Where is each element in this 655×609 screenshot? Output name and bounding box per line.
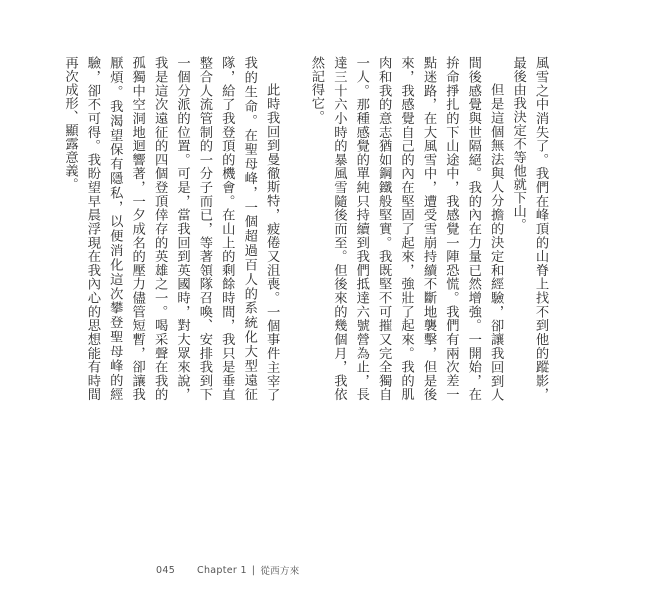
- paragraph-continued: 風雪之中消失了。我們在峰頂的山脊上找不到他的蹤影，最後由我決定不等他就下山。: [510, 56, 548, 401]
- page-number: 045: [156, 564, 176, 576]
- chapter-label: Chapter 1: [197, 564, 247, 576]
- paragraph: 此時我回到曼徹斯特，疲倦又沮喪。一個事件主宰了我的生命。在聖母峰，一個超過百人的系統化大型遠征隊，給了我登頂的機會。在山上的剩餘時間，我只是垂直整合人流管制的一分子而已，等著領隊召喚、安排我到下一個分派的位置。可是，當我回到英國時，對大眾來說，我是這次遠征的四個登頂倖存的英雄之一。喝采聲在我的孤獨中空洞地迴響著，一夕成名的壓力儘管短暫，卻讓我厭煩。我渴望保有隱私，以便消化這次攀登聖母峰的經驗，卻不可得。我盼望早晨浮現在我內心的思想能有時間再次成形、顯露意義。: [62, 56, 280, 401]
- chapter-title: 從西方來: [260, 566, 300, 577]
- page-footer: [156, 563, 300, 577]
- footer-separator: |: [251, 564, 256, 576]
- paragraph: 但是這個無法與人分擔的決定和經驗，卻讓我回到人間後感覺與世隔絕。我的內在力量已然增強。一開始，在拚命掙扎的下山途中，我感覺一陣恐慌。我們有兩次差一點迷路，在大風雪中，遭受雪崩持續不斷地襲擊，但是後來，我感覺自己的內在堅固了起來，強壯了起來。我的肌肉和我的意志猶如鋼鐵般堅實。我既堅不可摧又完全獨自一人。那種感覺的單純只持續到我們抵達六號營為止，長達三十六小時的暴風雪隨後而至。但後來的幾個月，我依然記得它。: [308, 56, 504, 401]
- body-text-column: [62, 56, 551, 401]
